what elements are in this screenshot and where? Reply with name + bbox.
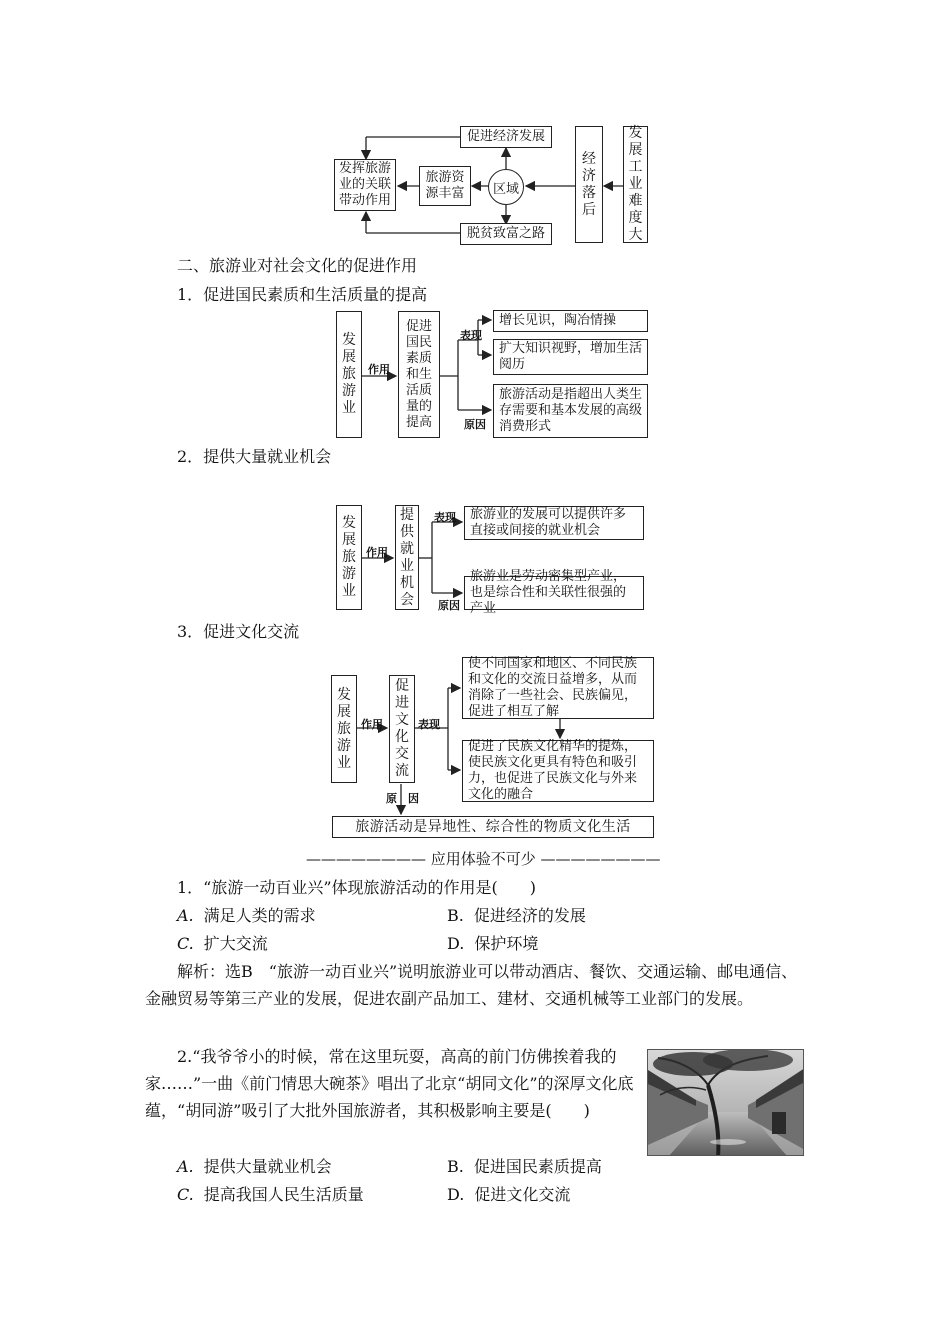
d4-bottom-box bbox=[332, 816, 654, 838]
d2-item3-text: 旅游活动是指超出人类生存需要和基本发展的高级消费形式 bbox=[499, 387, 643, 434]
resources-box bbox=[419, 166, 471, 206]
d4-develop-label: 发展旅游业 bbox=[337, 686, 351, 771]
d2-item2-box bbox=[493, 339, 648, 375]
hutong-photo bbox=[647, 1049, 804, 1156]
d4-exchange-label: 促进文化交流 bbox=[395, 678, 409, 779]
d4-item2-text: 促进了民族文化精华的提炼，使民族文化更具有特色和吸引力，也促进了民族文化与外来文化的融合 bbox=[468, 739, 638, 802]
d3-develop-box bbox=[336, 505, 362, 610]
sub3-title: 3．促进文化交流 bbox=[177, 622, 300, 641]
q2-a-letter: A. bbox=[177, 1157, 194, 1176]
d2-manifest-label: 表现 bbox=[460, 329, 482, 342]
region-circle bbox=[488, 169, 524, 205]
q2-d-letter: D. bbox=[447, 1185, 465, 1204]
d2-promote-box bbox=[398, 311, 440, 438]
sub1-title: 1．促进国民素质和生活质量的提高 bbox=[177, 285, 428, 304]
d2-item1-text: 增长见识，陶冶情操 bbox=[499, 313, 617, 328]
q1-d-letter: D. bbox=[447, 934, 465, 953]
d2-promote-label: 促进国民素质和生活质量的提高 bbox=[405, 318, 432, 430]
q1-option-a[interactable] bbox=[177, 906, 316, 926]
q2-option-b[interactable] bbox=[447, 1157, 602, 1177]
q2-b-letter: B. bbox=[447, 1157, 464, 1176]
promote-econ-label: 促进经济发展 bbox=[466, 129, 545, 144]
q1-c-letter: C. bbox=[177, 934, 194, 953]
q2-b-text: 促进国民素质提高 bbox=[473, 1157, 602, 1176]
section2-title: 二、旅游业对社会文化的促进作用 bbox=[177, 256, 418, 275]
q1-a-letter: A. bbox=[177, 906, 194, 925]
d3-item1-box bbox=[464, 506, 644, 540]
d3-item1-text: 旅游业的发展可以提供许多直接或间接的就业机会 bbox=[470, 507, 627, 538]
section-divider: ———————— 应用体验不可少 ———————— bbox=[306, 850, 661, 868]
sub2-title: 2．提供大量就业机会 bbox=[177, 447, 332, 466]
d2-reason-label: 原因 bbox=[464, 418, 486, 431]
d2-develop-box bbox=[336, 311, 362, 438]
linkage-box bbox=[334, 159, 396, 211]
d2-develop-label: 发展旅游业 bbox=[342, 332, 356, 416]
difficulty-label: 发展工业难度大 bbox=[628, 125, 643, 243]
region-label: 区域 bbox=[492, 181, 519, 197]
d4-role-label: 作用 bbox=[361, 718, 383, 731]
d3-jobs-box bbox=[395, 505, 419, 610]
q2-c-letter: C. bbox=[177, 1185, 194, 1204]
promote-econ-box bbox=[460, 126, 552, 148]
d3-item2-box bbox=[464, 569, 644, 616]
d4-develop-box bbox=[331, 675, 357, 783]
d2-item3-box bbox=[493, 384, 648, 438]
d2-role-label: 作用 bbox=[368, 363, 390, 376]
q2-d-text: 促进文化交流 bbox=[474, 1185, 571, 1204]
d4-exchange-box bbox=[389, 675, 415, 783]
hutong-photo-drawing bbox=[648, 1050, 804, 1156]
q1-option-d[interactable] bbox=[447, 934, 538, 954]
q1-c-text: 扩大交流 bbox=[203, 934, 268, 953]
q1-option-c[interactable] bbox=[177, 934, 268, 954]
d3-reason-label: 原因 bbox=[438, 599, 460, 612]
d3-jobs-label: 提供就业机会 bbox=[400, 506, 414, 608]
difficulty-box bbox=[623, 126, 648, 243]
q1-d-text: 保护环境 bbox=[474, 934, 539, 953]
q2-a-text: 提供大量就业机会 bbox=[203, 1157, 332, 1176]
d3-develop-label: 发展旅游业 bbox=[342, 515, 356, 599]
d4-item2-box bbox=[462, 740, 654, 802]
linkage-label: 发挥旅游业的关联带动作用 bbox=[338, 161, 391, 208]
q2-c-text: 提高我国人民生活质量 bbox=[203, 1185, 364, 1204]
q1-stem: 1．“旅游一动百业兴”体现旅游活动的作用是( ) bbox=[177, 878, 537, 897]
d3-item2-text: 旅游业是劳动密集型产业，也是综合性和关联性很强的产业 bbox=[470, 569, 627, 616]
q1-b-text: 促进经济的发展 bbox=[473, 906, 586, 925]
d4-item1-box bbox=[462, 657, 654, 719]
poverty-box bbox=[460, 223, 552, 245]
d4-manifest-label: 表现 bbox=[418, 718, 440, 731]
lagging-box bbox=[575, 126, 603, 243]
d4-bottom-text: 旅游活动是异地性、综合性的物质文化生活 bbox=[355, 819, 631, 835]
d4-reason-label: 原 因 bbox=[386, 792, 419, 805]
q2-option-a[interactable] bbox=[177, 1157, 332, 1177]
d2-item1-box bbox=[493, 310, 648, 332]
q1-b-letter: B. bbox=[447, 906, 464, 925]
q2-option-d[interactable] bbox=[447, 1185, 570, 1205]
q1-analysis: 解析：选B “旅游一动百业兴”说明旅游业可以带动酒店、餐饮、交通运输、邮电通信、金融贸易等第三产业的发展，促进农副产品加工、建材、交通机械等工业部门的发展。 bbox=[145, 962, 798, 1008]
q1-option-b[interactable] bbox=[447, 906, 586, 926]
poverty-label: 脱贫致富之路 bbox=[466, 226, 545, 241]
d3-role-label: 作用 bbox=[366, 546, 388, 559]
lagging-label: 经济落后 bbox=[582, 150, 596, 218]
d4-item1-text: 使不同国家和地区、不同民族和文化的交流日益增多，从而消除了一些社会、民族偏见，促进了相互了解 bbox=[468, 656, 638, 719]
resources-label: 旅游资源丰富 bbox=[425, 170, 465, 201]
d2-item2-text: 扩大知识视野，增加生活阅历 bbox=[499, 341, 643, 372]
q2-stem: 2.“我爷爷小的时候，常在这里玩耍，高高的前门仿佛挨着我的家……”一曲《前门情思大碗茶》唱出了北京“胡同文化”的深厚文化底蕴，“胡同游”吸引了大批外国旅游者，其积极影响主要是( ) bbox=[145, 1047, 634, 1120]
q2-option-c[interactable] bbox=[177, 1185, 364, 1205]
d3-manifest-label: 表现 bbox=[434, 511, 456, 524]
q1-a-text: 满足人类的需求 bbox=[203, 906, 316, 925]
